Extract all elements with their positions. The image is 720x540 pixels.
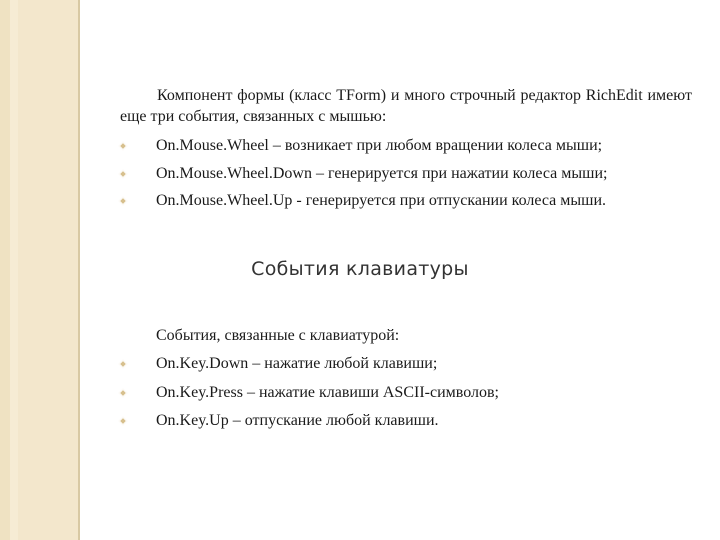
list-item-text: On.Mouse.Wheel.Up - генерируется при отпускании колеса мыши. xyxy=(156,192,607,209)
bullet-icon xyxy=(119,197,127,205)
keyboard-intro: События, связанные с клавиатурой: xyxy=(156,327,400,344)
bullet-icon xyxy=(119,417,127,425)
section-heading: События клавиатуры xyxy=(251,258,469,280)
list-item-text: On.Mouse.Wheel.Down – генерируется при нажатии колеса мыши; xyxy=(156,165,608,182)
list-item-text: On.Key.Press – нажатие клавиши ASCII-символов; xyxy=(156,384,499,401)
intro-paragraph xyxy=(120,85,692,127)
list-item-text: On.Key.Up – отпускание любой клавиши. xyxy=(156,412,439,429)
bullet-icon xyxy=(119,360,127,368)
bullet-icon xyxy=(119,389,127,397)
intro-paragraph-text: Компонент формы (класс TForm) и много строчный редактор RichEdit имеют еще три события, связанных с мышью: xyxy=(120,87,692,125)
bullet-icon xyxy=(119,142,127,150)
bullet-icon xyxy=(119,170,127,178)
list-item-text: On.Key.Down – нажатие любой клавиши; xyxy=(156,355,438,372)
list-item-text: On.Mouse.Wheel – возникает при любом вращении колеса мыши; xyxy=(156,137,603,154)
